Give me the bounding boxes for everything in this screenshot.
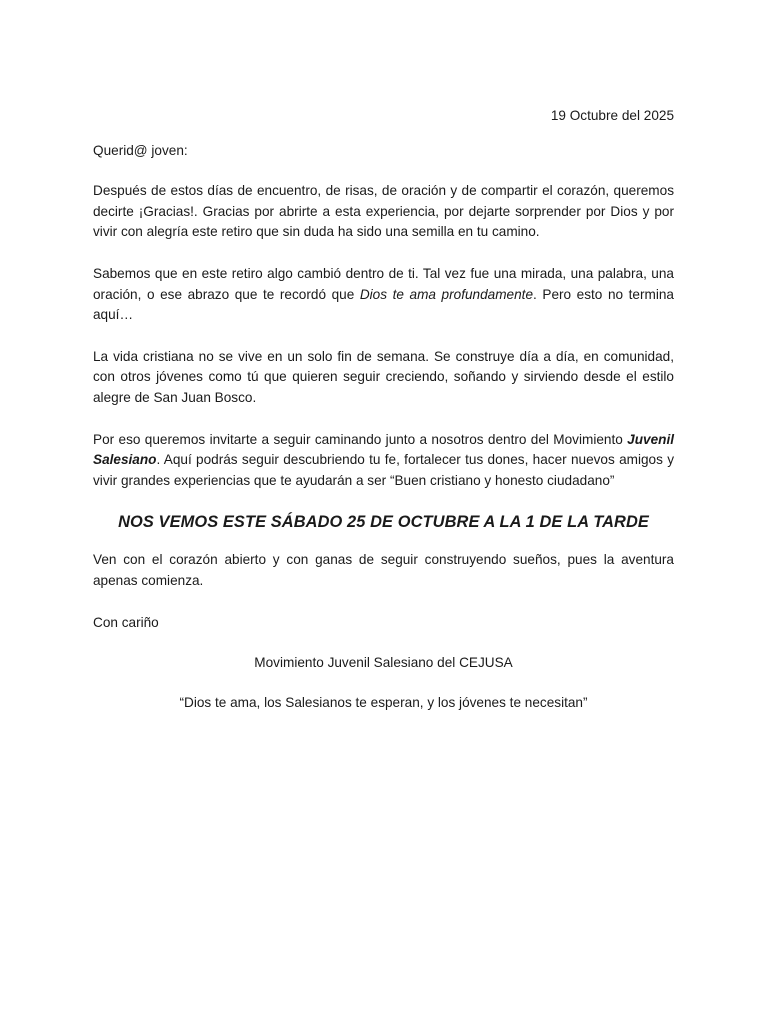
paragraph-change-text-end: . Pero esto no termina aquí… <box>93 286 674 323</box>
paragraph-christian-life: La vida cristiana no se vive en un solo fin de semana. Se construye día a día, en comunidad, con otros jóvenes como tú que quieren seguir creciendo, soñando y sirviendo desde el estilo alegre de San Juan Bosco. <box>93 348 674 405</box>
event-headline: NOS VEMOS ESTE SÁBADO 25 DE OCTUBRE A LA 1 DE LA TARDE <box>118 513 649 532</box>
paragraph-open-heart: Ven con el corazón abierto y con ganas de seguir construyendo sueños, pues la aventura apenas comienza. <box>93 552 674 588</box>
paragraph-change <box>93 264 674 326</box>
letter-motto: “Dios te ama, los Salesianos te esperan, y los jóvenes te necesitan” <box>179 694 588 710</box>
letter-closing: Con cariño <box>93 614 159 630</box>
paragraph-invitation <box>93 430 674 492</box>
letter-signature: Movimiento Juvenil Salesiano del CEJUSA <box>254 655 513 671</box>
emphasis-juvenil-salesiano: Juvenil Salesiano <box>93 431 674 468</box>
letter-date: 19 Octubre del 2025 <box>550 108 674 123</box>
paragraph-thanks: Después de estos días de encuentro, de risas, de oración y de compartir el corazón, queremos decirte ¡Gracias!. Gracias por abrirte a esta experiencia, por dejarte sorprender por Dios y por vivir con alegría este retiro que sin duda ha sido una semilla en tu camino. <box>93 183 674 240</box>
emphasis-dios-te-ama: Dios te ama profundamente <box>359 286 534 302</box>
letter-page <box>93 106 674 713</box>
paragraph-change-text-start: Sabemos que en este retiro algo cambió dentro de ti. Tal vez fue una mirada, una palabra, una oración, o ese abrazo que te recordó que <box>93 265 674 302</box>
paragraph-invitation-text-start: Por eso queremos invitarte a seguir caminando junto a nosotros dentro del Movimiento <box>93 431 628 447</box>
paragraph-invitation-text-end: . Aquí podrás seguir descubriendo tu fe, fortalecer tus dones, hacer nuevos amigos y vivir grandes experiencias que te ayudarán a ser “Buen cristiano y honesto ciudadano” <box>93 452 674 488</box>
letter-greeting: Querid@ joven: <box>93 142 188 158</box>
